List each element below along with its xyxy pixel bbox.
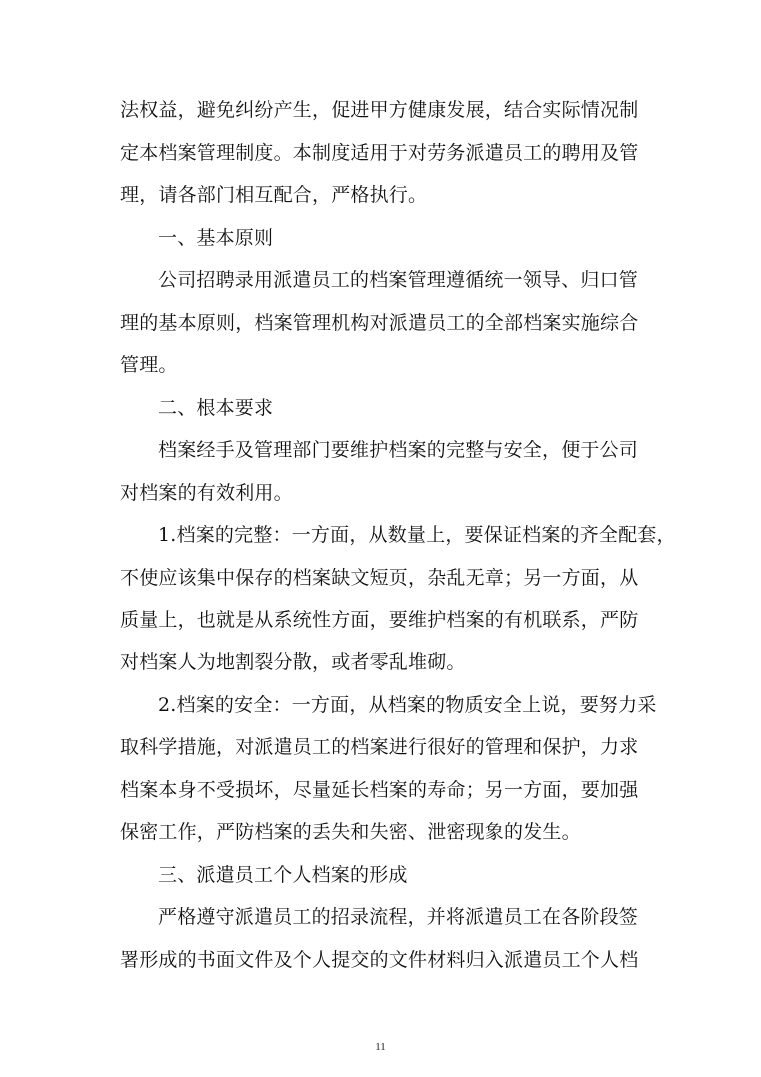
text-line-21: 署形成的书面文件及个人提交的文件材料归入派遣员工个人档: [120, 949, 639, 971]
text-line-2: 定本档案管理制度。本制度适用于对劳务派遣员工的聘用及管: [120, 142, 639, 164]
text-line-6: 理的基本原则，档案管理机构对派遣员工的全部档案实施综合: [120, 312, 639, 334]
text-line-7: 管理。: [120, 354, 178, 376]
text-line-17: 档案本身不受损坏，尽量延长档案的寿命；另一方面，要加强: [120, 779, 639, 801]
section-heading-2: 二、根本要求: [158, 397, 274, 419]
text-line-12: 不使应该集中保存的档案缺文短页，杂乱无章；另一方面，从: [120, 567, 639, 589]
text-line-15: 2.档案的安全：一方面，从档案的物质安全上说，要努力采: [158, 694, 657, 716]
text-line-18: 保密工作，严防档案的丢失和失密、泄密现象的发生。: [120, 821, 581, 843]
text-line-10: 对档案的有效利用。: [120, 482, 293, 504]
section-heading-1: 一、基本原则: [158, 227, 274, 249]
text-line-16: 取科学措施，对派遣员工的档案进行很好的管理和保护，力求: [120, 736, 639, 758]
text-line-20: 严格遵守派遣员工的招录流程，并将派遣员工在各阶段签: [158, 906, 639, 928]
section-heading-3: 三、派遣员工个人档案的形成: [158, 864, 408, 886]
text-line-3: 理，请各部门相互配合，严格执行。: [120, 184, 428, 206]
text-line-14: 对档案人为地割裂分散，或者零乱堆砌。: [120, 651, 466, 673]
text-line-13: 质量上，也就是从系统性方面，要维护档案的有机联系，严防: [120, 609, 639, 631]
text-line-9: 档案经手及管理部门要维护档案的完整与安全，便于公司: [158, 439, 639, 461]
page-number: 11: [375, 1041, 386, 1053]
text-line-11: 1.档案的完整：一方面，从数量上，要保证档案的齐全配套，: [158, 524, 676, 546]
text-line-1: 法权益，避免纠纷产生，促进甲方健康发展，结合实际情况制: [120, 99, 639, 121]
text-line-5: 公司招聘录用派遣员工的档案管理遵循统一领导、归口管: [158, 269, 639, 291]
